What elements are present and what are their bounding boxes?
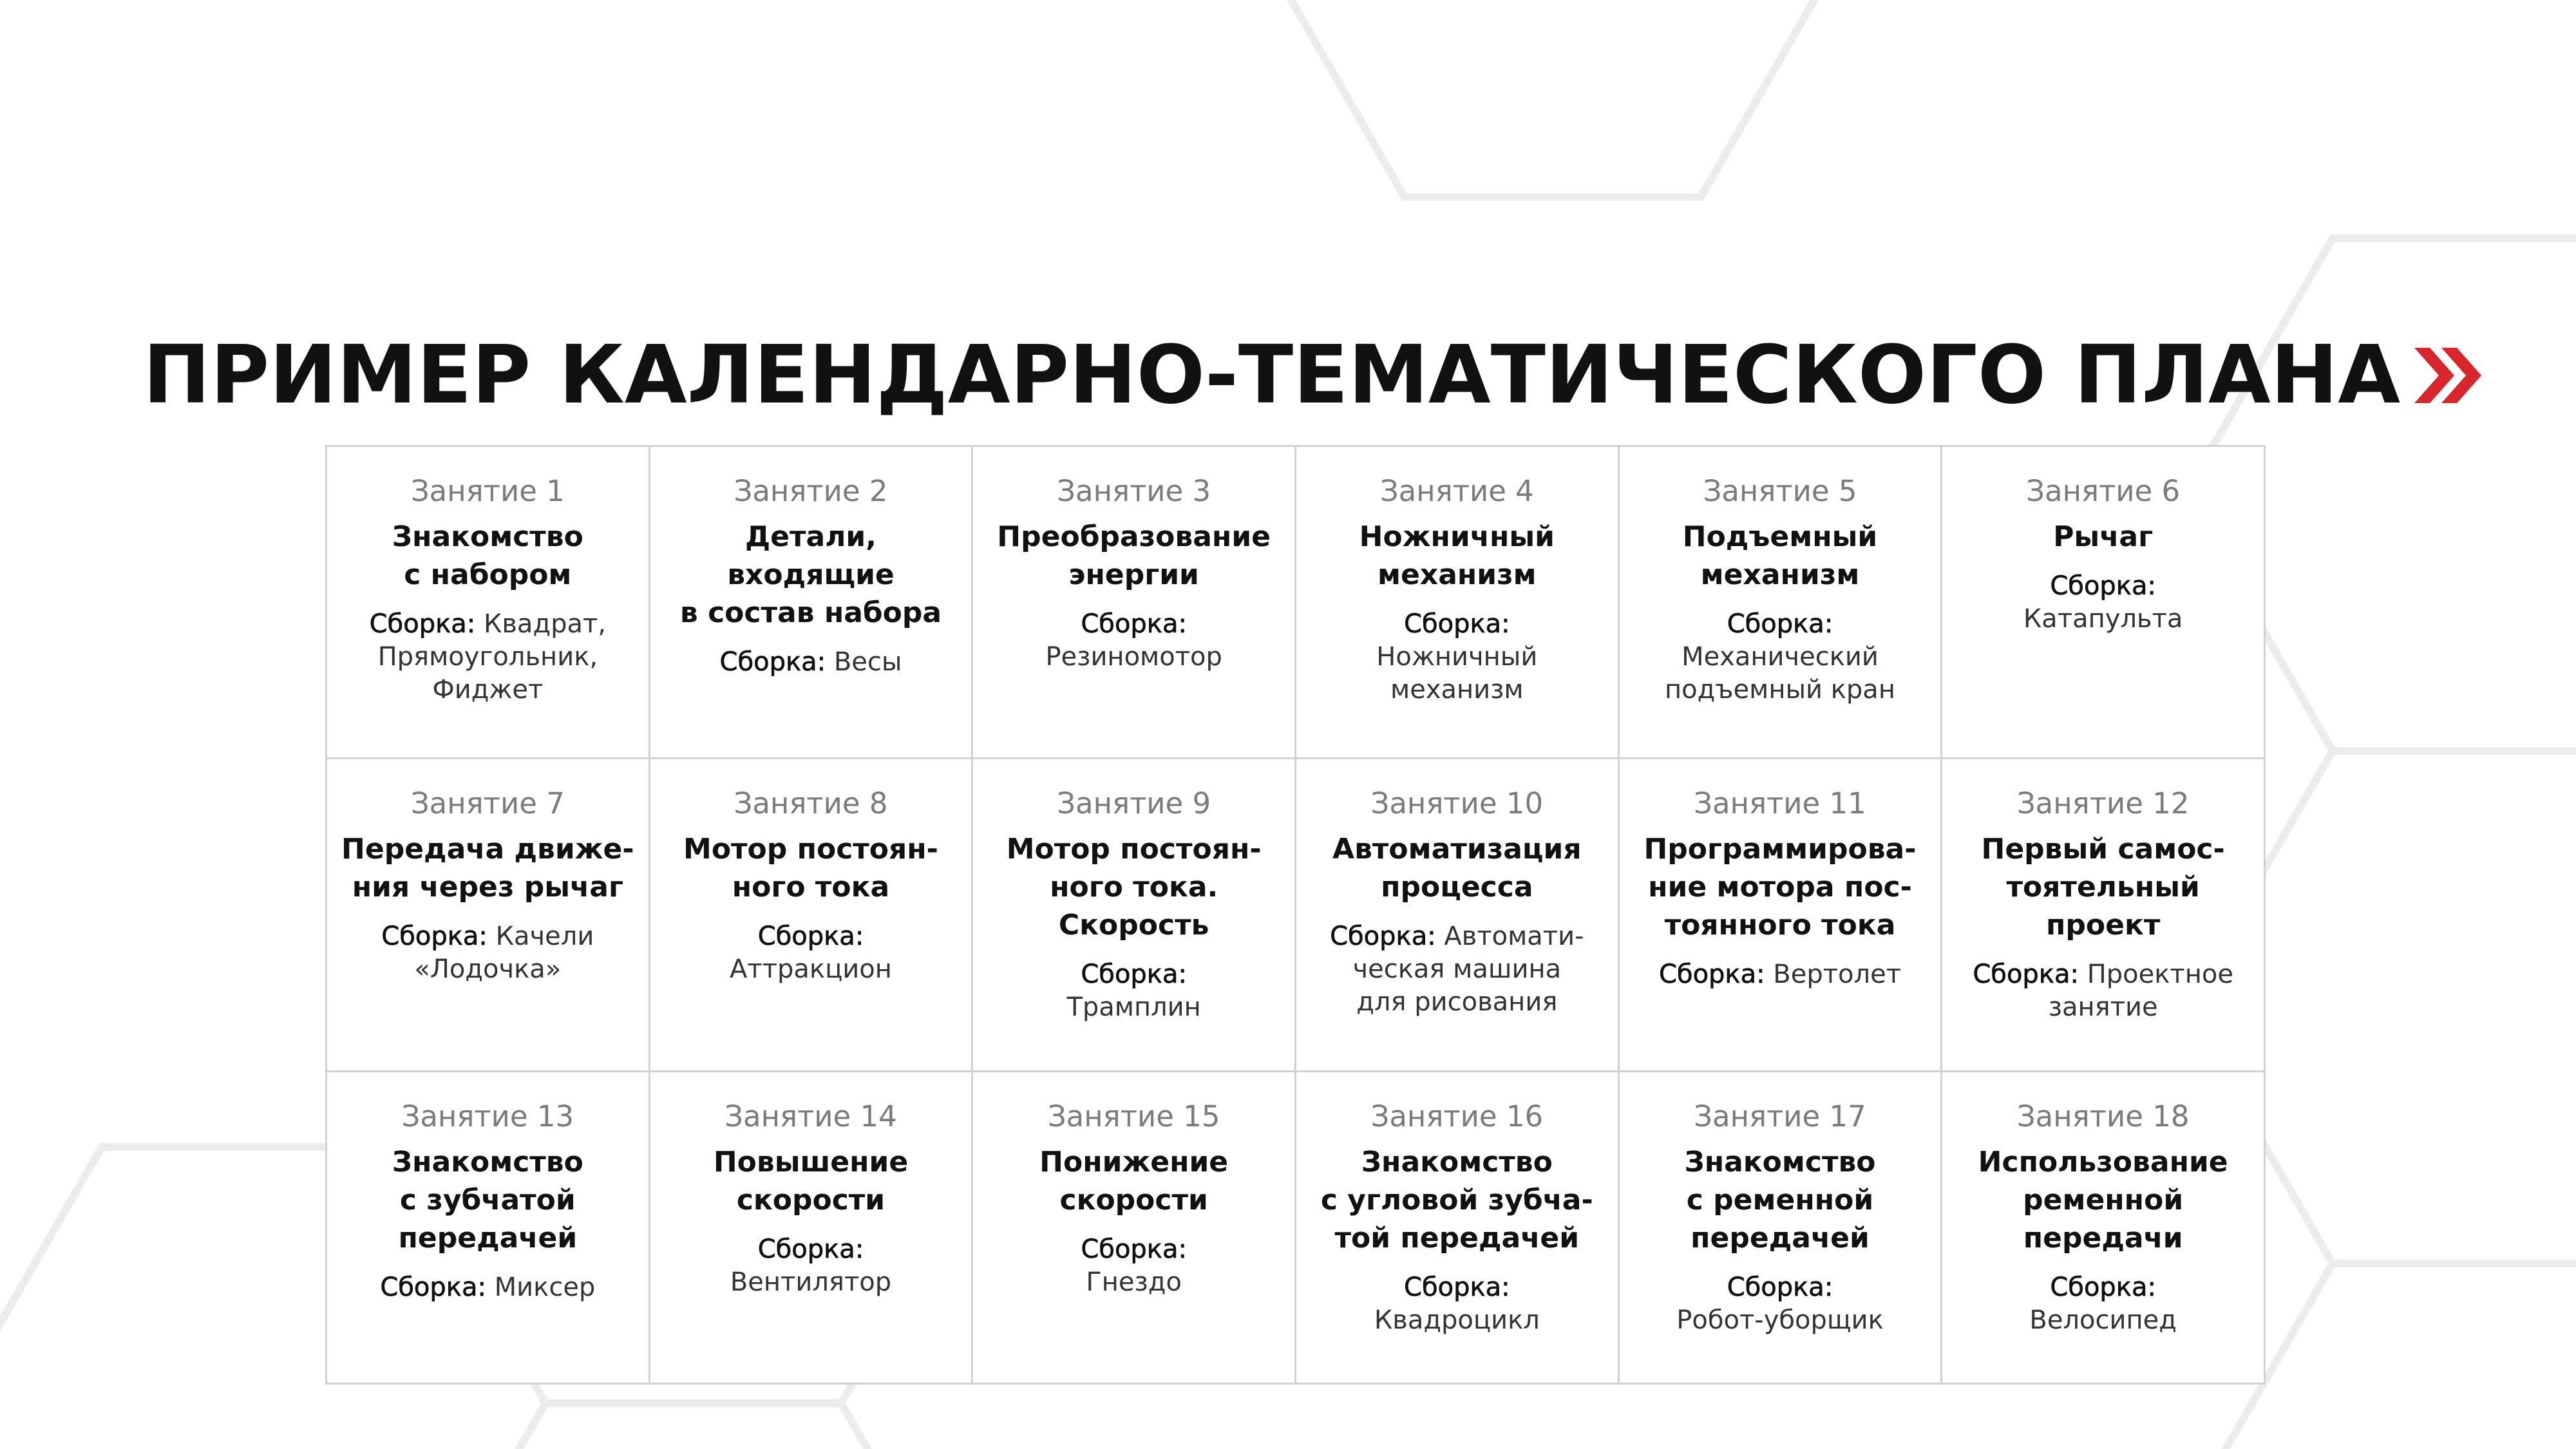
assembly-label: Сборка:	[1081, 960, 1187, 990]
assembly-label: Сборка:	[2050, 1272, 2156, 1302]
lesson-number: Занятие 12	[2016, 786, 2190, 821]
assembly-label: Сборка:	[1658, 960, 1765, 990]
lesson-topic: Повышение скорости	[713, 1145, 909, 1217]
assembly-value: Трамплин	[1066, 992, 1201, 1023]
lesson-cell	[973, 447, 1294, 757]
assembly-label: Сборка:	[381, 922, 488, 952]
assembly-label: Сборка:	[1081, 609, 1187, 639]
assembly-value: Резиномотор	[1045, 642, 1222, 672]
assembly-value: Гнездо	[1086, 1267, 1182, 1297]
lesson-number: Занятие 1	[410, 474, 565, 508]
assembly-label: Сборка:	[369, 609, 476, 639]
title-row	[143, 328, 2481, 422]
assembly-value: Миксер	[494, 1272, 596, 1302]
assembly-label: Сборка:	[1973, 960, 2079, 990]
lesson-number: Занятие 8	[734, 786, 888, 821]
lesson-topic: Знакомство с угловой зубча- той передачей	[1320, 1145, 1593, 1255]
lesson-topic: Автоматизация процесса	[1332, 833, 1582, 904]
lesson-assembly	[1942, 570, 2264, 636]
assembly-label: Сборка:	[719, 647, 826, 677]
lesson-assembly	[650, 646, 972, 679]
assembly-label: Сборка:	[1727, 1272, 1833, 1302]
lesson-cell	[650, 447, 972, 757]
assembly-label: Сборка:	[757, 1234, 864, 1264]
lesson-cell	[1942, 1072, 2264, 1383]
lesson-number: Занятие 16	[1370, 1099, 1544, 1133]
assembly-value: Весы	[833, 647, 902, 677]
lesson-cell	[973, 759, 1294, 1070]
lesson-assembly	[1296, 920, 1618, 1019]
lesson-number: Занятие 6	[2026, 474, 2181, 508]
lesson-topic: Понижение скорости	[1039, 1145, 1229, 1217]
lesson-number: Занятие 11	[1694, 786, 1866, 821]
lesson-assembly	[650, 920, 972, 986]
assembly-label: Сборка:	[1727, 609, 1833, 639]
lesson-topic: Знакомство с набором	[392, 520, 583, 591]
assembly-label: Сборка:	[2050, 571, 2156, 601]
lesson-cell	[1942, 447, 2264, 757]
lesson-topic: Передача движе- ния через рычаг	[341, 833, 634, 904]
lesson-number: Занятие 3	[1057, 474, 1211, 508]
assembly-value: Вентилятор	[730, 1267, 892, 1297]
lesson-topic: Использование ременной передачи	[1978, 1145, 2228, 1255]
lesson-cell	[973, 1072, 1294, 1383]
lesson-assembly	[327, 1271, 649, 1304]
assembly-value: Катапульта	[2023, 604, 2183, 634]
lesson-assembly	[1942, 1271, 2264, 1337]
lesson-assembly	[1620, 958, 1941, 991]
lesson-assembly	[1620, 608, 1941, 706]
lesson-cell	[1296, 759, 1618, 1070]
lesson-cell	[1620, 1072, 1941, 1383]
lesson-cell	[1620, 447, 1941, 757]
lesson-plan-grid	[325, 445, 2266, 1385]
lesson-topic: Преобразование энергии	[997, 520, 1271, 591]
lesson-cell	[1296, 447, 1618, 757]
lesson-topic: Мотор постоян- ного тока. Скорость	[1006, 833, 1262, 942]
page-title: ПРИМЕР КАЛЕНДАРНО-ТЕМАТИЧЕСКОГО ПЛАНА	[143, 328, 2401, 422]
assembly-label: Сборка:	[1330, 922, 1436, 952]
lesson-topic: Рычаг	[2053, 520, 2154, 553]
lesson-topic: Подъемный механизм	[1682, 520, 1878, 591]
lesson-cell	[327, 447, 649, 757]
lesson-topic: Знакомство с ременной передачей	[1684, 1145, 1876, 1255]
lesson-topic: Мотор постоян- ного тока	[683, 833, 938, 904]
assembly-value: Ножничный механизм	[1376, 642, 1538, 705]
lesson-number: Занятие 15	[1047, 1099, 1220, 1133]
lesson-assembly	[327, 920, 649, 986]
lesson-cell	[1620, 759, 1941, 1070]
lesson-assembly	[1296, 608, 1618, 706]
assembly-value: Робот-уборщик	[1676, 1305, 1884, 1335]
lesson-assembly	[650, 1233, 972, 1299]
lesson-cell	[1942, 759, 2264, 1070]
assembly-value: Квадроцикл	[1374, 1305, 1540, 1335]
lesson-cell	[650, 1072, 972, 1383]
lesson-number: Занятие 14	[724, 1099, 897, 1133]
assembly-label: Сборка:	[757, 922, 864, 952]
assembly-value: Автомати- ческая машина для рисования	[1352, 922, 1584, 1018]
lesson-number: Занятие 2	[734, 474, 888, 508]
lesson-assembly	[973, 608, 1294, 674]
lesson-number: Занятие 4	[1379, 474, 1534, 508]
lesson-assembly	[1620, 1271, 1941, 1337]
assembly-label: Сборка:	[380, 1272, 486, 1302]
lesson-cell	[1296, 1072, 1618, 1383]
lesson-topic: Ножничный механизм	[1359, 520, 1555, 591]
assembly-value: Качели «Лодочка»	[414, 922, 594, 985]
lesson-number: Занятие 17	[1694, 1099, 1866, 1133]
assembly-value: Аттракцион	[730, 954, 892, 985]
lesson-assembly	[327, 608, 649, 706]
lesson-assembly	[1942, 958, 2264, 1024]
assembly-label: Сборка:	[1404, 609, 1510, 639]
lesson-number: Занятие 7	[410, 786, 565, 821]
lesson-number: Занятие 18	[2016, 1099, 2190, 1133]
double-chevron-right-icon	[2414, 348, 2481, 403]
lesson-assembly	[973, 958, 1294, 1024]
lesson-assembly	[973, 1233, 1294, 1299]
lesson-cell	[650, 759, 972, 1070]
lesson-cell	[327, 759, 649, 1070]
assembly-value: Механический подъемный кран	[1664, 642, 1895, 705]
assembly-value: Проектное занятие	[2048, 960, 2233, 1023]
lesson-number: Занятие 13	[401, 1099, 574, 1133]
lesson-assembly	[1296, 1271, 1618, 1337]
assembly-label: Сборка:	[1404, 1272, 1510, 1302]
lesson-number: Занятие 10	[1370, 786, 1544, 821]
assembly-label: Сборка:	[1081, 1234, 1187, 1264]
lesson-topic: Детали, входящие в состав набора	[679, 520, 942, 629]
lesson-topic: Программирова- ние мотора пос- тоянного тока	[1643, 833, 1917, 942]
lesson-number: Занятие 5	[1703, 474, 1857, 508]
lesson-topic: Первый самос- тоятельный проект	[1981, 833, 2225, 942]
assembly-value: Вертолет	[1773, 960, 1901, 990]
lesson-cell	[327, 1072, 649, 1383]
assembly-value: Квадрат, Прямоугольник, Фиджет	[377, 609, 607, 705]
assembly-value: Велосипед	[2029, 1305, 2177, 1335]
lesson-topic: Знакомство с зубчатой передачей	[392, 1145, 583, 1255]
lesson-number: Занятие 9	[1057, 786, 1211, 821]
